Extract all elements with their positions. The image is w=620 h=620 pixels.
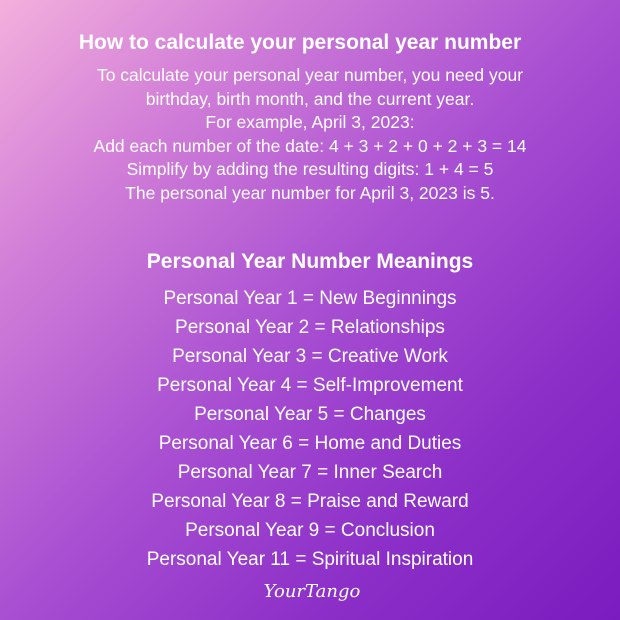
intro-line: Add each number of the date: 4 + 3 + 2 + 0 + 2 + 3 = 14 (93, 135, 527, 156)
intro-line: To calculate your personal year number, you need your (96, 65, 524, 85)
list-item: Personal Year 9 = Conclusion (185, 520, 435, 541)
list-item: Personal Year 1 = New Beginnings (163, 288, 457, 309)
list-item: Personal Year 5 = Changes (194, 404, 426, 425)
yourtango-logo: YourTango (263, 581, 361, 602)
intro-text (0, 64, 620, 205)
page-title: How to calculate your personal year number (78, 31, 522, 54)
intro-line: Simplify by adding the resulting digits: 1 + 4 = 5 (126, 159, 494, 179)
intro-line: For example, April 3, 2023: (205, 112, 415, 132)
list-item: Personal Year 3 = Creative Work (172, 346, 448, 367)
meanings-list (0, 284, 620, 574)
intro-line: The personal year number for April 3, 2023 is 5. (125, 182, 495, 203)
list-item: Personal Year 7 = Inner Search (177, 462, 443, 483)
intro-line: birthday, birth month, and the current year. (145, 88, 475, 109)
list-item: Personal Year 4 = Self-Improvement (157, 375, 463, 396)
meanings-heading: Personal Year Number Meanings (146, 250, 474, 273)
list-item: Personal Year 2 = Relationships (175, 317, 445, 338)
list-item: Personal Year 8 = Praise and Reward (151, 491, 469, 512)
list-item: Personal Year 6 = Home and Duties (158, 433, 462, 454)
list-item: Personal Year 11 = Spiritual Inspiration (146, 549, 474, 570)
